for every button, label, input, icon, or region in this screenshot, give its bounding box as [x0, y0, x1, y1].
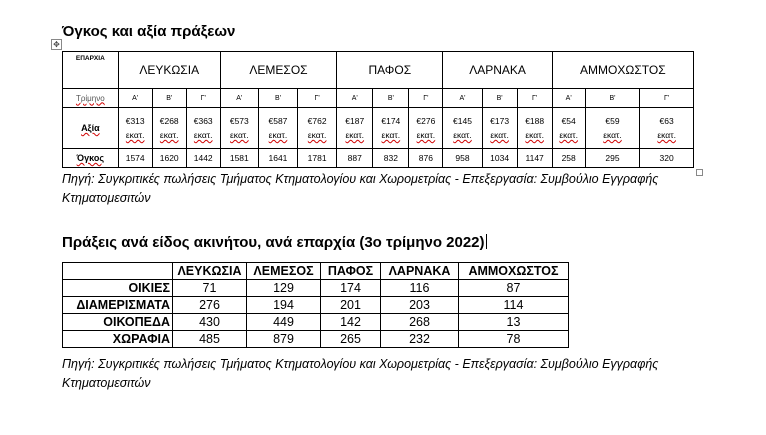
- table-cell: 232: [381, 331, 459, 348]
- volume-value-table: [62, 51, 694, 168]
- quarter-row-label: Τρίμηνο: [63, 89, 119, 108]
- table-cell: 129: [247, 280, 321, 297]
- table-cell: 201: [321, 297, 381, 314]
- table-cell: 194: [247, 297, 321, 314]
- district-header: ΠΑΦΟΣ: [337, 52, 443, 89]
- quarter-cell: Α': [220, 89, 258, 108]
- table-row: [63, 280, 569, 297]
- volume-cell: 876: [409, 149, 443, 168]
- value-cell: €268 εκατ.: [152, 108, 186, 149]
- value-cell: €573 εκατ.: [220, 108, 258, 149]
- table-cell: 114: [459, 297, 569, 314]
- volume-cell: 1581: [220, 149, 258, 168]
- row-label: ΧΩΡΑΦΙΑ: [63, 331, 173, 348]
- table-cell: 142: [321, 314, 381, 331]
- property-type-table: [62, 262, 569, 348]
- volume-cell: 258: [552, 149, 585, 168]
- quarter-cell: Γ': [298, 89, 337, 108]
- table-row: [63, 331, 569, 348]
- value-cell: €63 εκατ.: [640, 108, 694, 149]
- value-cell: €587 εκατ.: [258, 108, 297, 149]
- table-row: [63, 314, 569, 331]
- quarter-cell: Α': [552, 89, 585, 108]
- table-cell: 174: [321, 280, 381, 297]
- district-header: ΛΕΜΕΣΟΣ: [220, 52, 336, 89]
- volume-cell: 1147: [517, 149, 552, 168]
- table-cell: 71: [173, 280, 247, 297]
- value-cell: €173 εκατ.: [482, 108, 517, 149]
- row-label: ΟΙΚΟΠΕΔΑ: [63, 314, 173, 331]
- section2-caption: Πηγή: Συγκριτικές πωλήσεις Τμήματος Κτηματολογίου και Χωρομετρίας - Επεξεργασία: Συμβούλιο Εγγραφής Κτηματομεσιτών: [62, 357, 659, 390]
- volume-cell: 1574: [118, 149, 152, 168]
- column-header: ΛΕΜΕΣΟΣ: [247, 263, 321, 280]
- row-label: ΟΙΚΙΕΣ: [63, 280, 173, 297]
- value-cell: €174 εκατ.: [373, 108, 409, 149]
- quarter-cell: Α': [337, 89, 373, 108]
- value-row-label: Αξία: [63, 108, 119, 149]
- quarter-cell: Α': [443, 89, 482, 108]
- value-cell: €187 εκατ.: [337, 108, 373, 149]
- section1-caption: Πηγή: Συγκριτικές πωλήσεις Τμήματος Κτηματολογίου και Χωρομετρίας - Επεξεργασία: Συμβούλιο Εγγραφής Κτηματομεσιτών: [62, 172, 659, 205]
- volume-cell: 832: [373, 149, 409, 168]
- column-header: ΑΜΜΟΧΩΣΤΟΣ: [459, 263, 569, 280]
- quarter-cell: Β': [152, 89, 186, 108]
- table-cell: 268: [381, 314, 459, 331]
- section1-title: Όγκος και αξία πράξεων: [62, 23, 236, 40]
- volume-cell: 1442: [186, 149, 220, 168]
- volume-cell: 887: [337, 149, 373, 168]
- quarter-cell: Γ': [517, 89, 552, 108]
- corner-header: ΕΠΑΡΧΙΑ: [63, 52, 119, 89]
- empty-header: [63, 263, 173, 280]
- volume-cell: 1034: [482, 149, 517, 168]
- table-cell: 13: [459, 314, 569, 331]
- volume-row-label: Όγκος: [63, 149, 119, 168]
- table-cell: 485: [173, 331, 247, 348]
- quarter-cell: Β': [258, 89, 297, 108]
- quarter-cell: Α': [118, 89, 152, 108]
- volume-cell: 958: [443, 149, 482, 168]
- quarter-cell: Γ': [186, 89, 220, 108]
- value-cell: €313 εκατ.: [118, 108, 152, 149]
- volume-cell: 320: [640, 149, 694, 168]
- district-header: ΛΑΡΝΑΚΑ: [443, 52, 552, 89]
- column-header: ΠΑΦΟΣ: [321, 263, 381, 280]
- table-cell: 879: [247, 331, 321, 348]
- value-cell: €363 εκατ.: [186, 108, 220, 149]
- volume-cell: 1641: [258, 149, 297, 168]
- table-cell: 276: [173, 297, 247, 314]
- value-cell: €59 εκατ.: [585, 108, 640, 149]
- district-header: ΑΜΜΟΧΩΣΤΟΣ: [552, 52, 693, 89]
- column-header: ΛΕΥΚΩΣΙΑ: [173, 263, 247, 280]
- value-cell: €145 εκατ.: [443, 108, 482, 149]
- table-cell: 203: [381, 297, 459, 314]
- table-cell: 265: [321, 331, 381, 348]
- district-header: ΛΕΥΚΩΣΙΑ: [118, 52, 220, 89]
- volume-cell: 1620: [152, 149, 186, 168]
- value-cell: €54 εκατ.: [552, 108, 585, 149]
- table-cell: 78: [459, 331, 569, 348]
- table-row: [63, 297, 569, 314]
- section2-title[interactable]: Πράξεις ανά είδος ακινήτου, ανά επαρχία (3ο τρίμηνο 2022): [62, 234, 485, 251]
- volume-cell: 1781: [298, 149, 337, 168]
- quarter-cell: Β': [482, 89, 517, 108]
- value-cell: €188 εκατ.: [517, 108, 552, 149]
- quarter-cell: Β': [373, 89, 409, 108]
- value-cell: €762 εκατ.: [298, 108, 337, 149]
- quarter-cell: Γ': [409, 89, 443, 108]
- quarter-cell: Β': [585, 89, 640, 108]
- row-label: ΔΙΑΜΕΡΙΣΜΑΤΑ: [63, 297, 173, 314]
- table-move-handle-icon[interactable]: ✥: [51, 39, 62, 50]
- table-cell: 87: [459, 280, 569, 297]
- column-header: ΛΑΡΝΑΚΑ: [381, 263, 459, 280]
- text-cursor: [486, 234, 487, 249]
- value-cell: €276 εκατ.: [409, 108, 443, 149]
- volume-cell: 295: [585, 149, 640, 168]
- table-cell: 116: [381, 280, 459, 297]
- table-cell: 449: [247, 314, 321, 331]
- table-cell: 430: [173, 314, 247, 331]
- quarter-cell: Γ': [640, 89, 694, 108]
